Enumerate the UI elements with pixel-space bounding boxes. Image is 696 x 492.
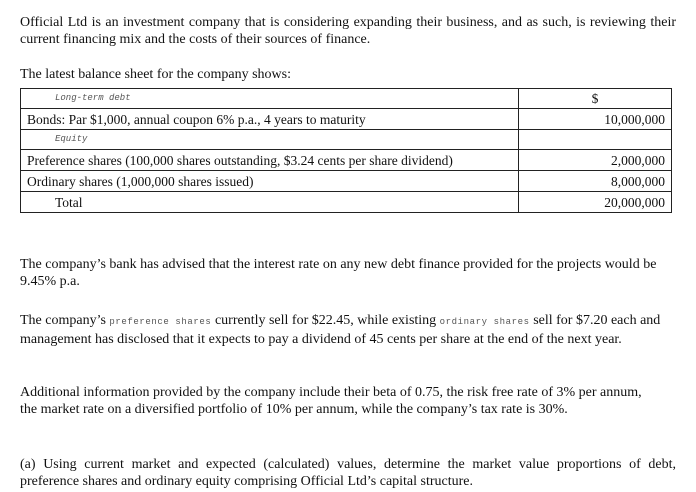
currency-header: $ <box>519 89 672 109</box>
balance-sheet-intro: The latest balance sheet for the company shows: <box>20 67 291 82</box>
table-row <box>21 192 672 213</box>
bonds-description: Bonds: Par $1,000, annual coupon 6% p.a., 4 years to maturity <box>21 109 519 130</box>
shares-text-2: currently sell for $22.45, while existing <box>211 313 440 328</box>
shares-text-1: The company’s <box>20 313 110 328</box>
equity-empty-cell <box>519 130 672 150</box>
longterm-debt-label: Long-term debt <box>21 89 519 109</box>
shares-paragraph <box>20 312 670 348</box>
table-row <box>21 130 672 150</box>
preference-shares-description: Preference shares (100,000 shares outstanding, $3.24 cents per share dividend) <box>21 150 519 171</box>
intro-paragraph: Official Ltd is an investment company that is considering expanding their business, and as such, is reviewing their current financing mix and the costs of their sources of finance. <box>20 15 676 47</box>
shares-text-3: sell for $7.20 each and management has disclosed that it expects to pay a dividend of 45 cents per share at the end of the next year. <box>20 313 661 347</box>
ordinary-shares-tag: ordinary shares <box>439 317 530 327</box>
ordinary-shares-description: Ordinary shares (1,000,000 shares issued) <box>21 171 519 192</box>
table-row <box>21 171 672 192</box>
question-a: (a) Using current market and expected (calculated) values, determine the market value proportions of debt, preference shares and ordinary equity comprising Official Ltd’s capital structure. <box>20 457 676 489</box>
table-row <box>21 89 672 109</box>
total-label: Total <box>21 192 519 213</box>
table-row <box>21 150 672 171</box>
additional-info-paragraph: Additional information provided by the company include their beta of 0.75, the risk free rate of 3% per annum, the market rate on a diversified portfolio of 10% per annum, while the company’s tax rate is 30%. <box>20 385 642 417</box>
equity-label: Equity <box>21 130 519 150</box>
table-row <box>21 109 672 130</box>
total-value: 20,000,000 <box>519 192 672 213</box>
balance-sheet-table <box>20 88 672 213</box>
ordinary-shares-value: 8,000,000 <box>519 171 672 192</box>
bank-paragraph: The company’s bank has advised that the interest rate on any new debt finance provided for the projects would be 9.45% p.a. <box>20 257 657 289</box>
bonds-value: 10,000,000 <box>519 109 672 130</box>
preference-shares-tag: preference shares <box>109 317 212 327</box>
preference-shares-value: 2,000,000 <box>519 150 672 171</box>
